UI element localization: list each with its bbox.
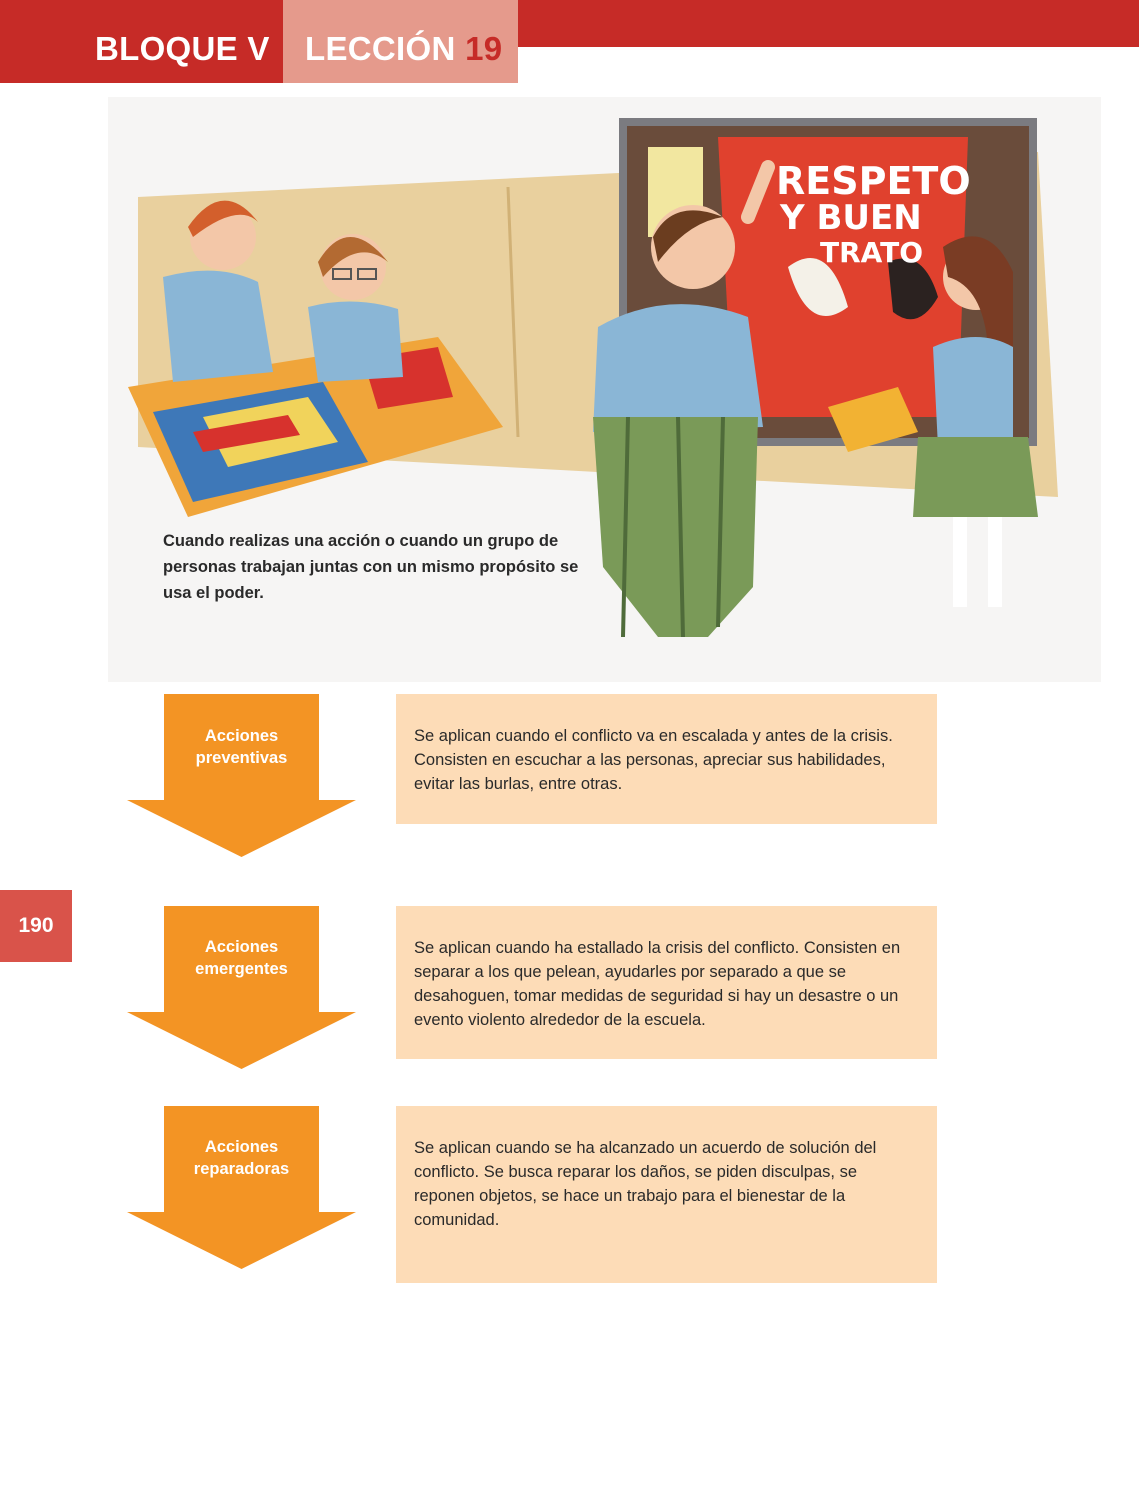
leccion-word: LECCIÓN bbox=[305, 30, 456, 67]
illustration-caption: Cuando realizas una acción o cuando un grupo de personas trabajan juntas con un mismo propósito se usa el poder. bbox=[163, 532, 579, 602]
poster-line-2: Y BUEN bbox=[780, 198, 922, 238]
label-preventivas-line2: preventivas bbox=[195, 749, 288, 767]
bloque-title: BLOQUE V bbox=[95, 30, 270, 67]
poster-line-3: TRATO bbox=[820, 236, 924, 269]
label-reparadoras-line1: Acciones bbox=[204, 1138, 279, 1156]
label-reparadoras bbox=[164, 1136, 319, 1180]
arrow-preventivas bbox=[127, 694, 356, 857]
label-reparadoras-line2: reparadoras bbox=[193, 1160, 290, 1178]
desc-emergentes: Se aplican cuando ha estallado la crisis del conflicto. Consisten en separar a los que pelean, ayudarles por separado a que se desahoguen, tomar medidas de seguridad si hay un desastre o un evento violento alrededor de la escuela. bbox=[396, 906, 937, 1059]
label-emergentes-line2: emergentes bbox=[195, 960, 288, 978]
arrow-emergentes bbox=[127, 906, 356, 1069]
page-number: 190 bbox=[18, 914, 54, 937]
poster-line-1: RESPETO bbox=[776, 159, 971, 203]
label-emergentes bbox=[164, 936, 319, 980]
leccion-title bbox=[305, 30, 502, 68]
label-emergentes-line1: Acciones bbox=[204, 938, 279, 956]
leccion-number: 19 bbox=[465, 30, 503, 67]
desc-reparadoras: Se aplican cuando se ha alcanzado un acuerdo de solución del conflicto. Se busca reparar los daños, se piden disculpas, se reponen objetos, se hace un trabajo para el bienestar de la comunidad. bbox=[396, 1106, 937, 1283]
desc-preventivas: Se aplican cuando el conflicto va en escalada y antes de la crisis. Consisten en escuchar a las personas, apreciar sus habilidades, evitar las burlas, entre otras. bbox=[396, 694, 937, 824]
arrow-reparadoras bbox=[127, 1106, 356, 1269]
label-preventivas bbox=[164, 725, 319, 769]
label-preventivas-line1: Acciones bbox=[204, 727, 279, 745]
